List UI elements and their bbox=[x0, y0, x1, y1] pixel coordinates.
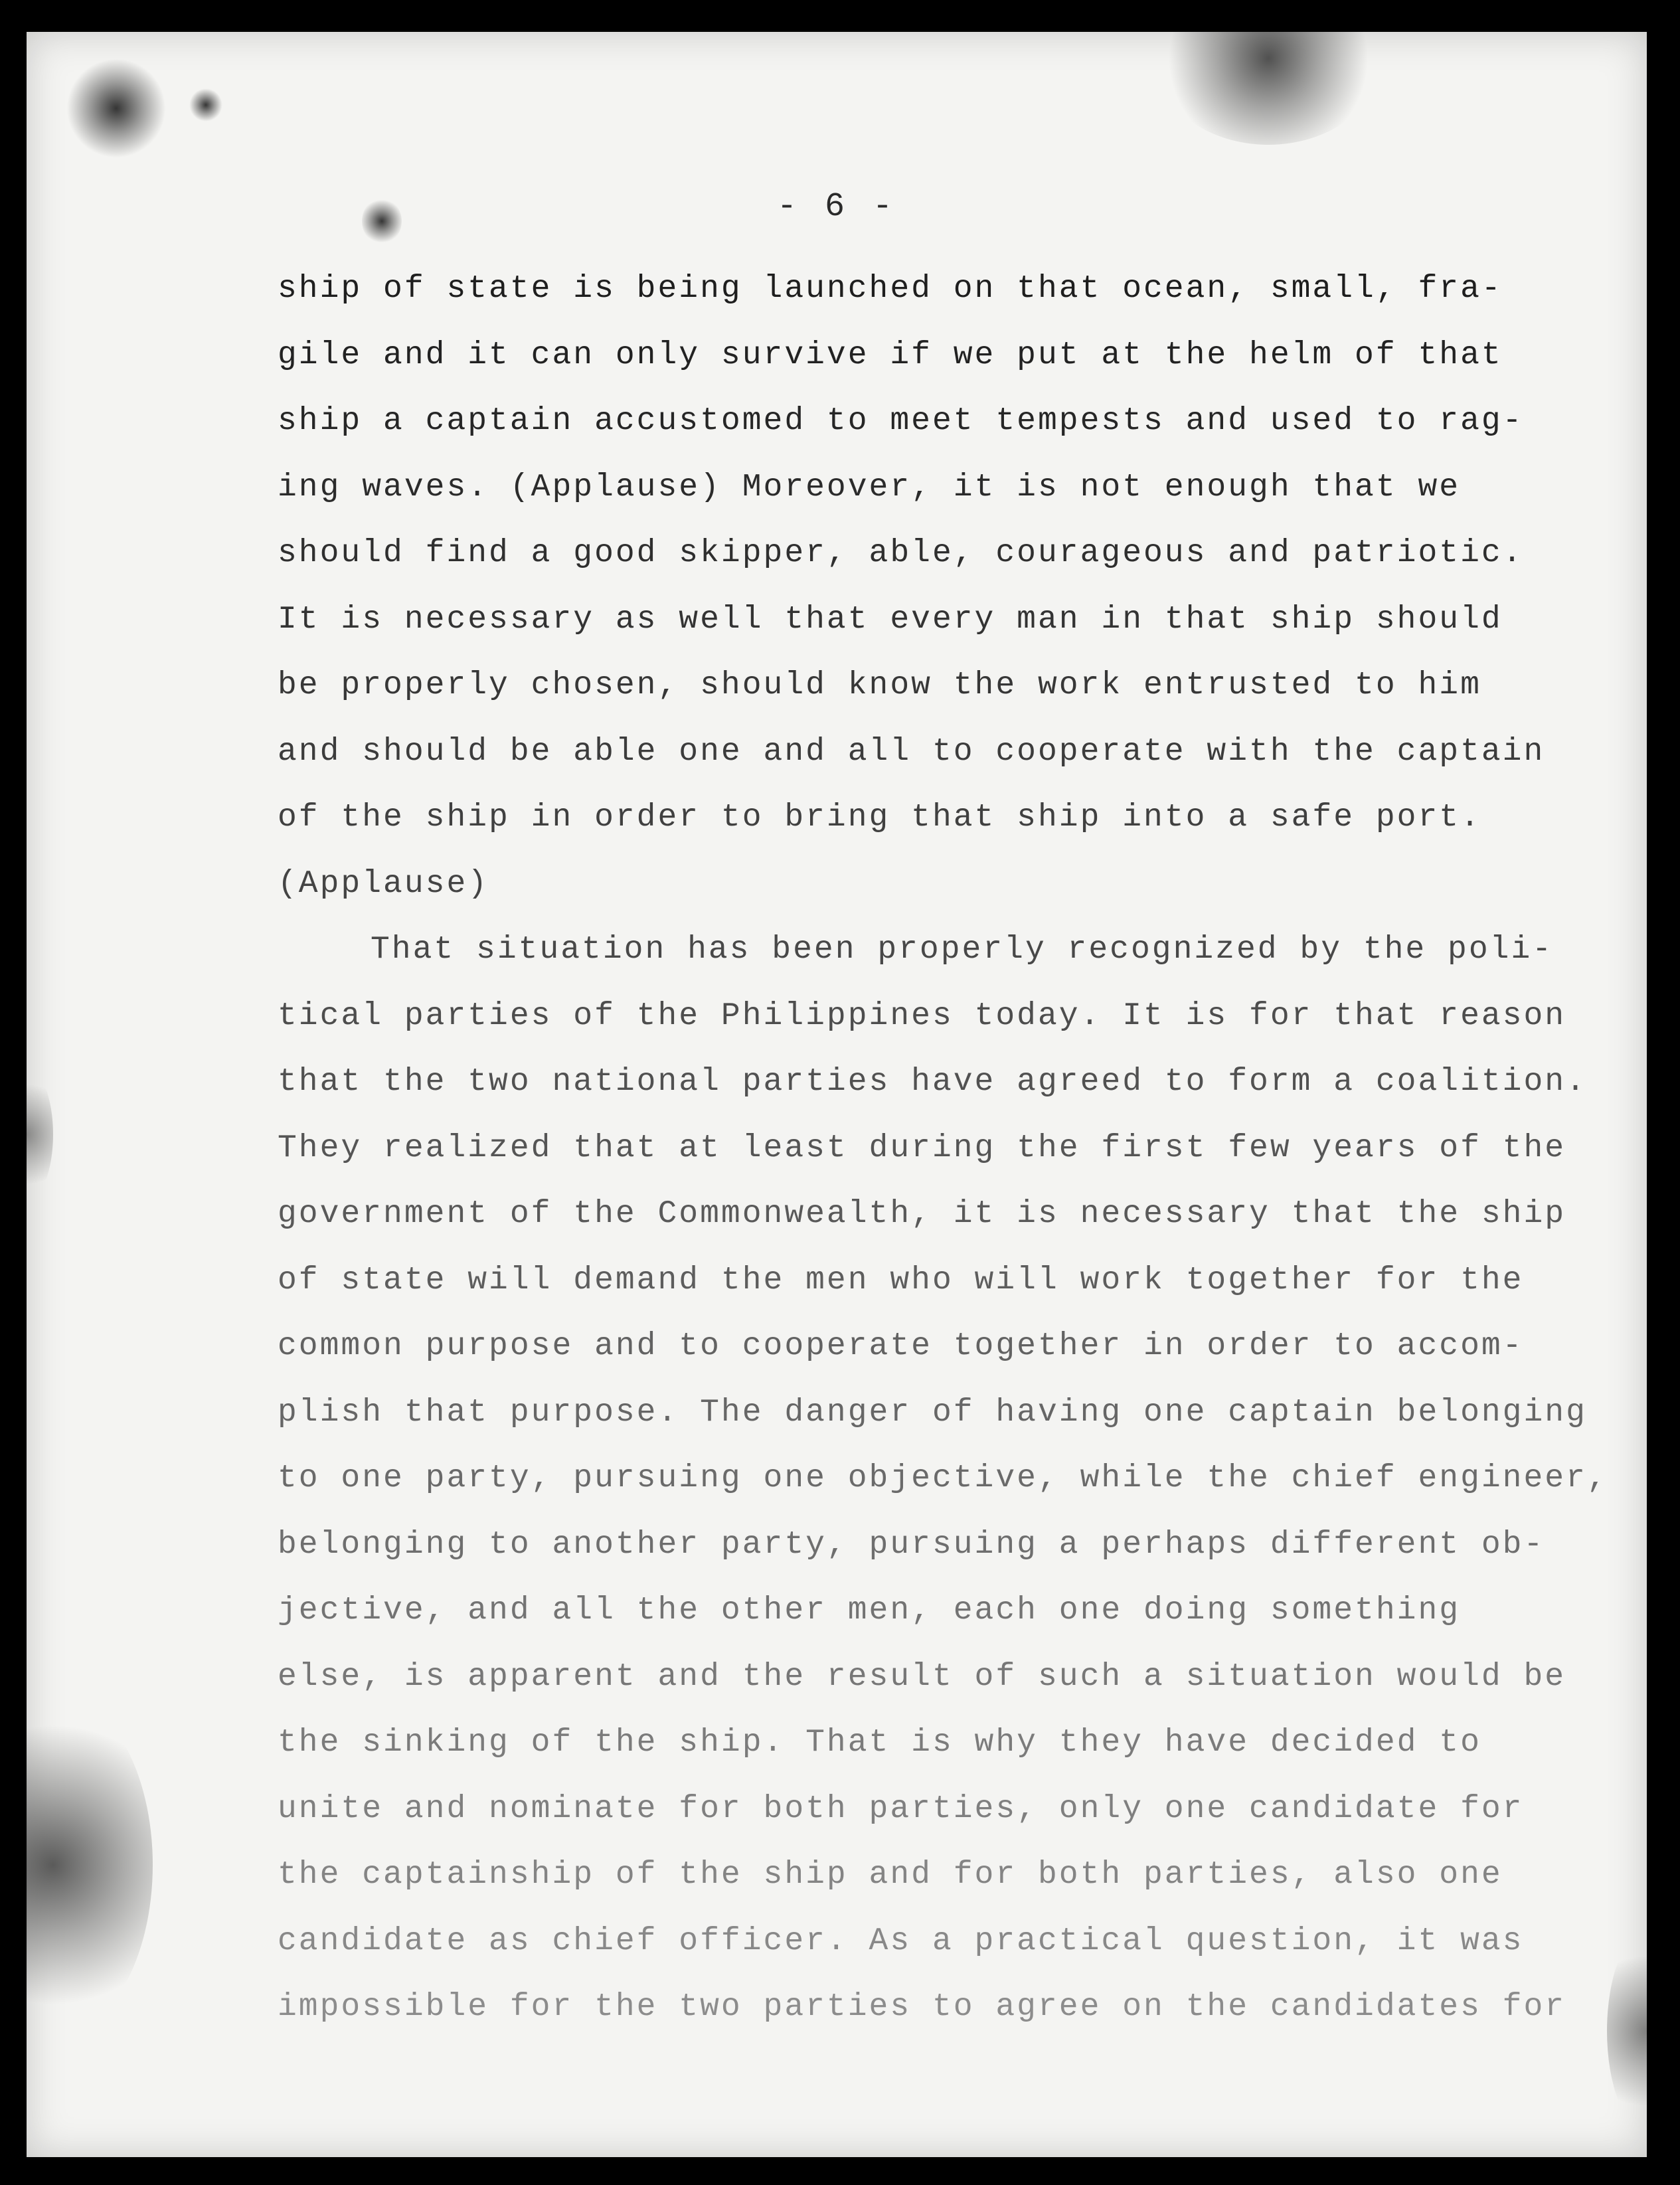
text-line: government of the Commonwealth, it is necessary that the ship bbox=[278, 1196, 1566, 1232]
text-line: It is necessary as well that every man in that ship should bbox=[278, 601, 1503, 638]
text-line: (Applause) bbox=[278, 865, 489, 902]
text-line: candidate as chief officer. As a practical question, it was bbox=[278, 1923, 1524, 1959]
text-line: That situation has been properly recognized by the poli- bbox=[371, 932, 1554, 968]
typewritten-page bbox=[27, 32, 1647, 2157]
text-line: unite and nominate for both parties, only one candidate for bbox=[278, 1791, 1524, 1827]
page-number: - 6 - bbox=[776, 188, 897, 226]
ink-smudge bbox=[27, 1068, 53, 1201]
text-line: and should be able one and all to cooperate with the captain bbox=[278, 733, 1545, 770]
ink-smudge bbox=[1607, 1931, 1647, 2131]
ink-smudge bbox=[66, 58, 166, 158]
text-line: else, is apparent and the result of such a situation would be bbox=[278, 1658, 1566, 1695]
text-line: ship of state is being launched on that ocean, small, fra- bbox=[278, 271, 1503, 307]
text-line: the sinking of the ship. That is why they have decided to bbox=[278, 1725, 1481, 1761]
text-line: impossible for the two parties to agree on the candidates for bbox=[278, 1989, 1566, 2025]
text-line: belonging to another party, pursuing a perhaps different ob- bbox=[278, 1526, 1545, 1563]
ink-smudge bbox=[1155, 32, 1381, 145]
ink-smudge bbox=[27, 1692, 153, 2038]
text-line: be properly chosen, should know the work entrusted to him bbox=[278, 667, 1481, 703]
text-line: the captainship of the ship and for both parties, also one bbox=[278, 1857, 1503, 1893]
text-line: tical parties of the Philippines today. It is for that reason bbox=[278, 998, 1566, 1034]
text-line: to one party, pursuing one objective, while the chief engineer, bbox=[278, 1460, 1608, 1496]
text-line: gile and it can only survive if we put at the helm of that bbox=[278, 337, 1503, 373]
text-line: should find a good skipper, able, courageous and patriotic. bbox=[278, 535, 1524, 571]
text-line: of the ship in order to bring that ship into a safe port. bbox=[278, 800, 1481, 835]
ink-smudge bbox=[189, 88, 222, 122]
text-line: ship a captain accustomed to meet tempests and used to rag- bbox=[278, 403, 1524, 439]
text-line: of state will demand the men who will work together for the bbox=[278, 1262, 1524, 1298]
text-line: ing waves. (Applause) Moreover, it is not enough that we bbox=[278, 469, 1461, 505]
text-line: plish that purpose. The danger of having one captain belonging bbox=[278, 1394, 1587, 1431]
text-line: common purpose and to cooperate together in order to accom- bbox=[278, 1328, 1524, 1364]
text-line: They realized that at least during the first few years of the bbox=[278, 1130, 1566, 1166]
text-line: jective, and all the other men, each one doing something bbox=[278, 1593, 1461, 1628]
text-line: that the two national parties have agreed to form a coalition. bbox=[278, 1064, 1587, 1100]
